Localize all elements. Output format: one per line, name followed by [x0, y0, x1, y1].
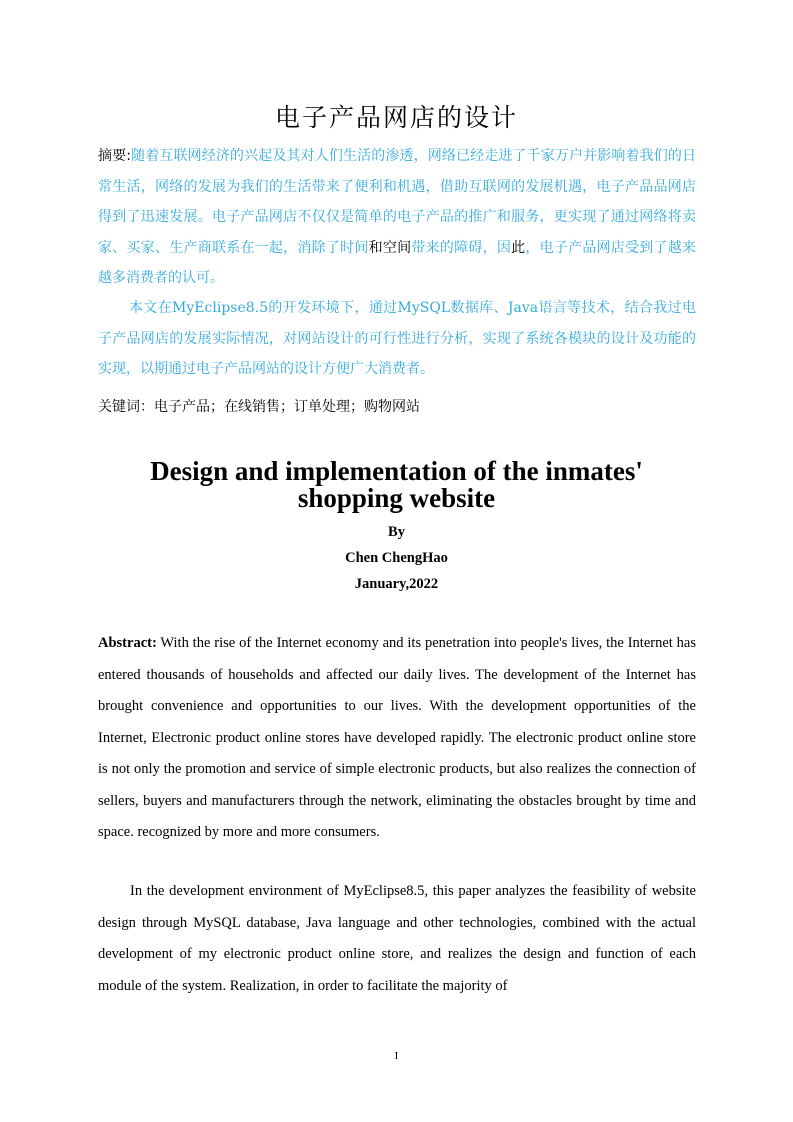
english-date: January,2022: [354, 576, 439, 592]
english-title: Design and implementation of the inmates' shopping website: [150, 456, 643, 513]
chinese-abstract-text-black-2: 此: [511, 239, 526, 256]
english-author: Chen ChengHao: [345, 550, 448, 566]
english-by-line: By: [388, 524, 405, 540]
chinese-abstract-text-3: ，电子产品网店受到了越来越多消费者的认可。: [98, 239, 697, 286]
chinese-abstract-text-2: 带来的障碍，因: [411, 239, 512, 256]
chinese-abstract: [98, 141, 696, 294]
chinese-abstract-label: 摘要:: [98, 148, 131, 164]
english-abstract-text: With the rise of the Internet economy and its penetration into people's lives, the Internet has entered thousands of households and affected our daily lives. The development of the Internet has brought convenience and opportunities to our lives. With the development opportunities of the Internet, Electronic product online stores have developed rapidly. The electronic product online store is not only the promotion and service of simple electronic products, but also realizes the connection of sellers, buyers and manufacturers through the network, eliminating the obstacles brought by time and space. recognized by more and more consumers.: [98, 635, 696, 840]
chinese-abstract-text: 随着互联网经济的兴起及其对人们生活的渗透，网络已经走进了千家万户并影响着我们的日常生活，网络的发展为我们的生活带来了便利和机遇，借助互联网的发展机遇，电子产品品网店得到了迅速发展。电子产品网店不仅仅是简单的电子产品的推广和服务，更实现了通过网络将卖家、买家、生产商联系在一起，消除了时间: [98, 148, 696, 256]
chinese-title: 电子产品网店的设计: [274, 103, 518, 132]
english-abstract: [98, 628, 696, 849]
chinese-paragraph-2: 本文在MyEclipse8.5的开发环境下，通过MySQL数据库、Java语言等技术，结合我过电子产品网店的发展实际情况，对网站设计的可行性进行分析，实现了系统各模块的设计及功能的实现，以期通过电子产品网站的设计方便广大消费者。: [98, 300, 696, 377]
chinese-keywords: 关键词：电子产品；在线销售；订单处理；购物网站: [98, 399, 420, 415]
english-paragraph-2: In the development environment of MyEclipse8.5, this paper analyzes the feasibility of website design through MySQL database, Java language and other technologies, combined with the actual development of my electronic product online store, and realizes the design and function of each module of the system. Realization, in order to facilitate the majority of: [98, 883, 696, 994]
chinese-abstract-text-black: 和空间: [368, 239, 412, 256]
page-number: I: [394, 1050, 399, 1062]
english-abstract-label: Abstract:: [98, 635, 157, 651]
